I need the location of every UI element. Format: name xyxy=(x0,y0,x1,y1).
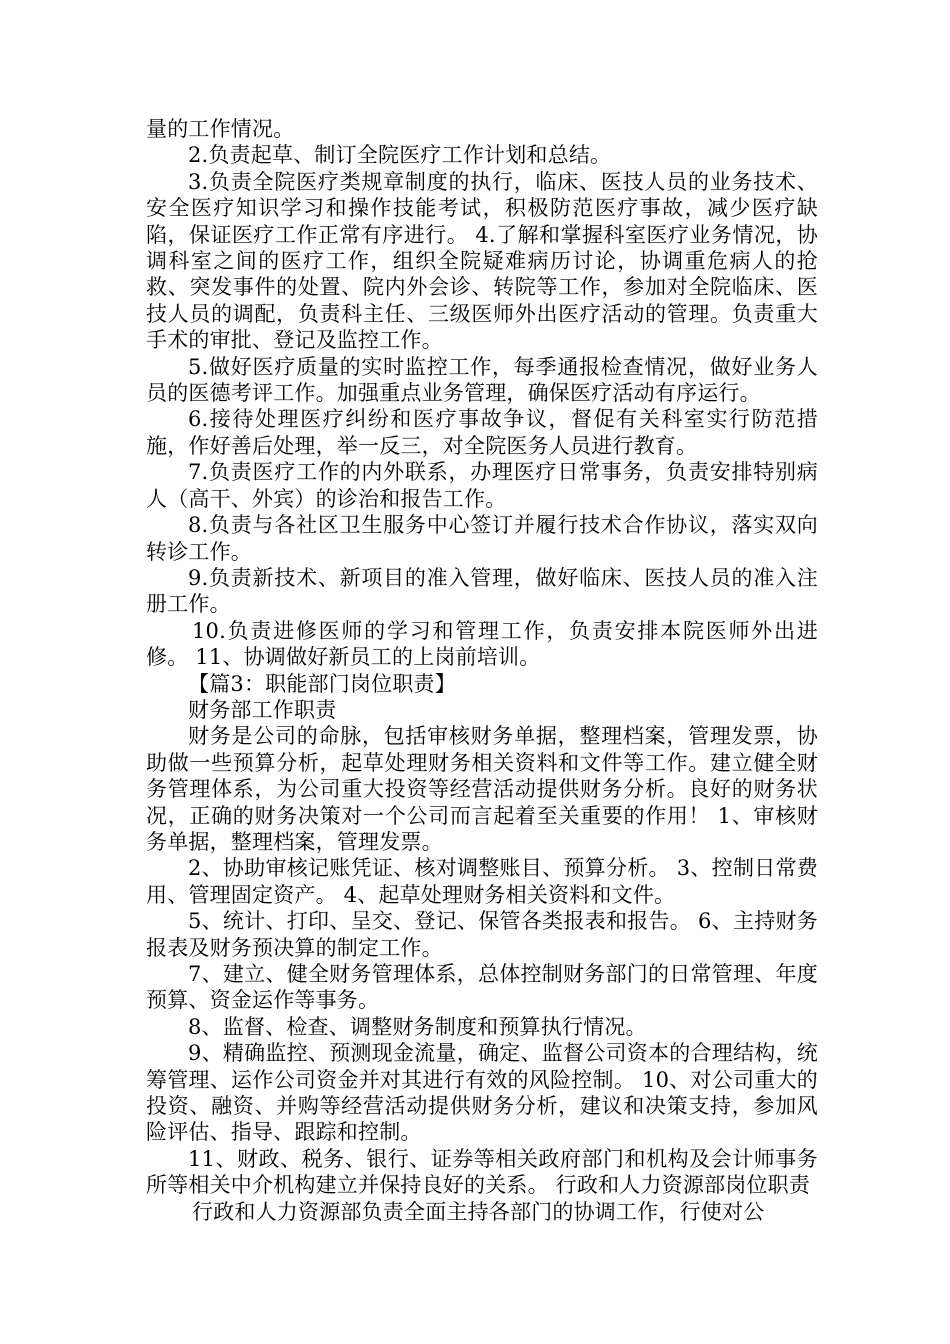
paragraph: 8.负责与各社区卫生服务中心签订并履行技术合作协议，落实双向转诊工作。 xyxy=(146,513,818,564)
paragraph: 10.负责进修医师的学习和管理工作，负责安排本院医师外出进修。 11、协调做好新员工的上岗前培训。 xyxy=(146,618,818,670)
paragraph: 7、建立、健全财务管理体系，总体控制财务部门的日常管理、年度预算、资金运作等事务。 xyxy=(146,962,818,1013)
paragraph: 9、精确监控、预测现金流量，确定、监督公司资本的合理结构，统筹管理、运作公司资金并对其进行有效的风险控制。 10、对公司重大的投资、融资、并购等经营活动提供财务分析，建议和决策支持，参加风险评估、指导、跟踪和控制。 xyxy=(146,1041,818,1145)
document-body xyxy=(146,116,818,1225)
paragraph: 量的工作情况。 xyxy=(146,117,295,141)
paragraph: 11、财政、税务、银行、证券等相关政府部门和机构及会计师事务所等相关中介机构建立并保持良好的关系。 行政和人力资源部岗位职责 xyxy=(146,1146,818,1198)
paragraph: 财务是公司的命脉，包括审核财务单据，整理档案，管理发票，协助做一些预算分析，起草处理财务相关资料和文件等工作。建立健全财务管理体系，为公司重大投资等经营活动提供财务分析。良好的财务状况，正确的财务决策对一个公司而言起着至关重要的作用！ 1、审核财务单据，整理档案，管理发票。 xyxy=(146,724,818,854)
paragraph: 2.负责起草、制订全院医疗工作计划和总结。 xyxy=(188,143,612,168)
paragraph: 5、统计、打印、呈交、登记、保管各类报表和报告。 6、主持财务报表及财务预决算的制定工作。 xyxy=(146,909,818,960)
paragraph: 行政和人力资源部负责全面主持各部门的协调工作，行使对公 xyxy=(192,1199,765,1224)
paragraph: 3.负责全院医疗类规章制度的执行，临床、医技人员的业务技术、安全医疗知识学习和操作技能考试，积极防范医疗事故，减少医疗缺陷，保证医疗工作正常有序进行。 4.了解和掌握科室医疗业务情况，协调科室之间的医疗工作，组织全院疑难病历讨论，协调重危病人的抢救、突发事件的处置、院内外会诊、转院等工作，参加对全院临床、医技人员的调配，负责科主任、三级医师外出医疗活动的管理。负责重大手术的审批、登记及监控工作。 xyxy=(146,169,818,353)
section-heading: 【篇3：职能部门岗位职责】 xyxy=(188,671,456,696)
subsection-title: 财务部工作职责 xyxy=(188,697,337,722)
paragraph: 9.负责新技术、新项目的准入管理，做好临床、医技人员的准入注册工作。 xyxy=(146,565,818,617)
paragraph: 5.做好医疗质量的实时监控工作，每季通报检查情况，做好业务人员的医德考评工作。加强重点业务管理，确保医疗活动有序运行。 xyxy=(146,354,818,406)
paragraph: 6.接待处理医疗纠纷和医疗事故争议，督促有关科室实行防范措施，作好善后处理，举一反三，对全院医务人员进行教育。 xyxy=(146,407,818,458)
paragraph: 8、监督、检查、调整财务制度和预算执行情况。 xyxy=(188,1014,647,1039)
paragraph: 7.负责医疗工作的内外联系，办理医疗日常事务，负责安排特别病人（高干、外宾）的诊治和报告工作。 xyxy=(146,460,818,511)
paragraph: 2、协助审核记账凭证、核对调整账目、预算分析。 3、控制日常费用、管理固定资产。 4、起草处理财务相关资料和文件。 xyxy=(146,856,818,907)
